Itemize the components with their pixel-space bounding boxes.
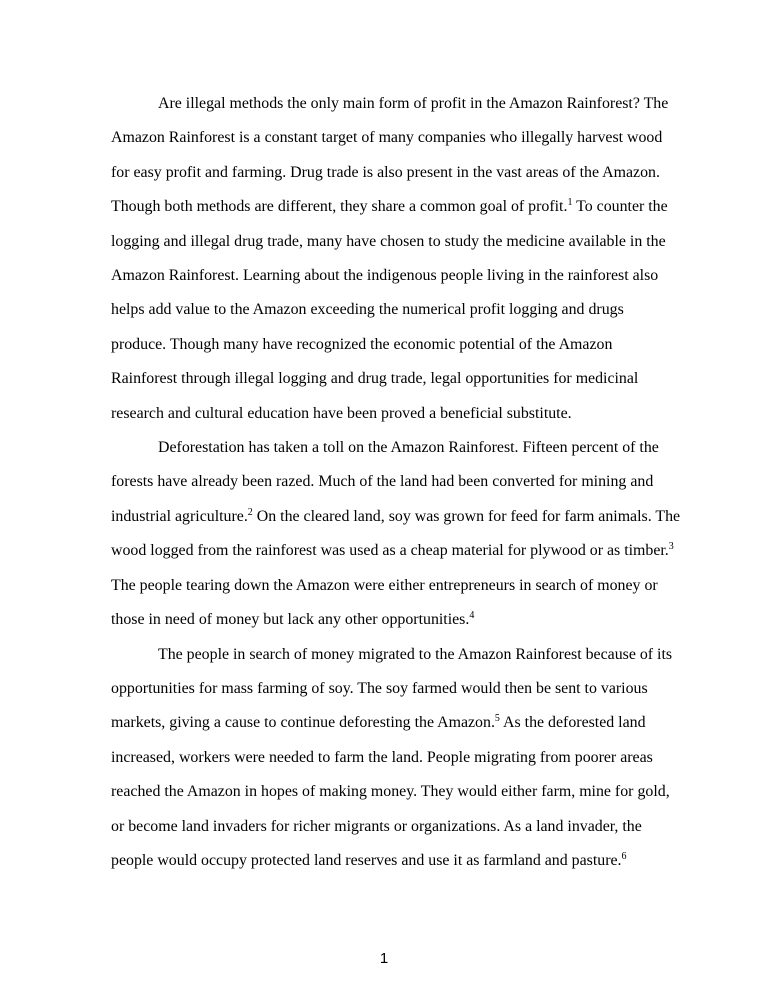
footnote-ref[interactable]: 2 (247, 506, 253, 518)
paragraph (111, 87, 681, 431)
footnote-ref[interactable]: 1 (567, 197, 573, 209)
footnote-ref[interactable]: 6 (621, 850, 627, 862)
document-body (111, 87, 681, 878)
paragraph (111, 431, 681, 637)
paragraph (111, 638, 681, 879)
footnote-ref[interactable]: 4 (469, 610, 475, 622)
page-number: 1 (379, 950, 389, 967)
footnote-ref[interactable]: 3 (668, 541, 674, 553)
sentence-group: Are illegal methods the only main form of profit in the Amazon Rainforest? The Amazon Rainforest is a constant target of many companies who illegally harvest wood for easy profit and farming. Drug trade is also present in the vast areas of the Amazon. Though both methods are different, they share a common goal of profit. (111, 95, 669, 216)
sentence-group: Deforestation has taken a toll on the Amazon Rainforest. Fifteen percent of the forests have already been razed. Much of the land had been converted for mining and industrial agriculture. (111, 439, 659, 525)
sentence-group: The people in search of money migrated to the Amazon Rainforest because of its opportunities for mass farming of soy. The soy farmed would then be sent to various markets, giving a cause to continue deforesting the Amazon. (111, 645, 673, 732)
sentence-group: The people tearing down the Amazon were either entrepreneurs in search of money or those in need of money but lack any other opportunities. (111, 576, 658, 629)
sentence-group: On the cleared land, soy was grown for feed for farm animals. The wood logged from the rainforest was used as a cheap material for plywood or as timber. (111, 507, 681, 560)
sentence-group: To counter the logging and illegal drug trade, many have chosen to study the medicine available in the Amazon Rainforest. Learning about the indigenous people living in the rainforest also helps add value to the Amazon exceeding the numerical profit logging and drugs produce. Though many have recognized the economic potential of the Amazon Rainforest through illegal logging and drug trade, legal opportunities for medicinal research and cultural education have been proved a beneficial substitute. (111, 198, 668, 422)
footnote-ref[interactable]: 5 (494, 713, 500, 725)
sentence-group: As the deforested land increased, workers were needed to farm the land. People migrating from poorer areas reached the Amazon in hopes of making money. They would either farm, mine for gold, or become land invaders for richer migrants or organizations. As a land invader, the people would occupy protected land reserves and use it as farmland and pasture. (111, 714, 670, 869)
